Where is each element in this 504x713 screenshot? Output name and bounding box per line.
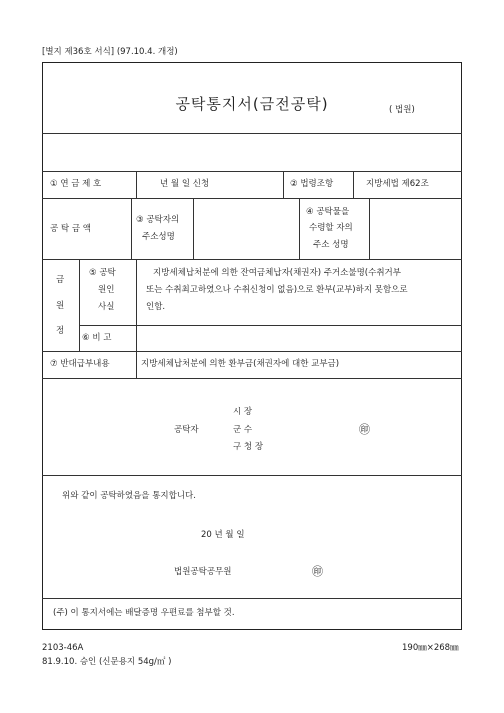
recipient-label-1: ④ 공탁물을 xyxy=(306,207,350,217)
form-header-note: [별지 제36호 서식] (97.10.4. 개정) xyxy=(42,47,178,57)
deposit-number-label: ① 연 금 제 호 xyxy=(50,179,102,189)
notice-date: 20 년 월 일 xyxy=(201,530,245,540)
vrule-r2-c xyxy=(299,198,300,259)
cause-text-line-1: 지방세체납처분에 의한 잔여금체납자(채권자) 주거소불명(수취거부 xyxy=(153,268,401,278)
cause-label-3: 사실 xyxy=(98,302,115,312)
law-article-value: 지방세법 제62조 xyxy=(366,179,429,189)
recipient-label-3: 주소 성명 xyxy=(313,240,349,250)
depositor-seal-mark: ㊞ xyxy=(359,423,370,436)
rule-row2-bottom xyxy=(42,259,462,260)
rule-row1-bottom xyxy=(42,198,462,199)
rule-row1-top xyxy=(42,171,462,172)
side-char-3: 정 xyxy=(56,326,65,336)
title-county-head: 군 수 xyxy=(233,425,253,435)
notice-text: 위와 같이 공탁하였음을 통지합니다. xyxy=(62,491,196,501)
cause-text-line-3: 인함. xyxy=(146,302,166,312)
cause-label-2: 원인 xyxy=(98,285,115,295)
counter-performance-label: ⑦ 반대급부내용 xyxy=(50,359,110,369)
document-title: 공탁통지서(금전공탁) xyxy=(175,95,329,113)
counter-performance-text: 지방세체납처분에 의한 환부금(채권자에 대한 교부금) xyxy=(141,359,340,369)
vrule-cause-b xyxy=(136,259,137,351)
side-char-1: 금 xyxy=(56,275,65,285)
form-code: 2103-46A xyxy=(42,643,84,653)
vrule-r2-a xyxy=(131,198,132,259)
official-seal-mark: ㊞ xyxy=(312,565,323,578)
cause-label-1: ⑤ 공탁 xyxy=(89,268,116,278)
footer-note: (주) 이 통지서에는 배달증명 우편료를 첨부할 것. xyxy=(53,608,235,618)
law-article-label: ② 법령조항 xyxy=(290,179,334,189)
approval-note: 81.9.10. 승인 (신문용지 54g/㎡ ) xyxy=(42,657,172,667)
vrule-r1-a xyxy=(136,171,137,198)
vrule-r1-c xyxy=(353,171,354,198)
title-mayor: 시 장 xyxy=(233,407,253,417)
rule-depositor-bottom xyxy=(42,475,462,476)
form-frame xyxy=(42,62,462,630)
remarks-label: ⑥ 비 고 xyxy=(82,333,112,343)
rule-title-bottom xyxy=(42,133,462,134)
vrule-r2-b xyxy=(193,198,194,259)
vrule-cause-a xyxy=(79,259,80,351)
vrule-counter xyxy=(136,351,137,378)
cause-text-line-2: 또는 수취최고하였으나 수취신청이 없음)으로 환부(교부)하지 못함으로 xyxy=(146,285,408,295)
recipient-label-2: 수령할 자의 xyxy=(309,223,353,233)
application-date: 년 월 일 신청 xyxy=(160,179,210,189)
title-district-head: 구 청 장 xyxy=(233,442,264,452)
court-name-field: ( 법원) xyxy=(389,105,415,115)
court-deposit-official: 법원공탁공무원 xyxy=(174,567,232,577)
rule-remarks-bottom xyxy=(42,351,462,352)
vrule-r1-b xyxy=(283,171,284,198)
side-char-2: 원 xyxy=(56,301,65,311)
rule-counter-bottom xyxy=(42,378,462,379)
vrule-r2-d xyxy=(369,198,370,259)
paper-size: 190㎜×268㎜ xyxy=(402,643,459,653)
depositor-address-label-1: ③ 공탁자의 xyxy=(136,215,180,225)
depositor-address-label-2: 주소성명 xyxy=(142,232,175,242)
depositor-label: 공탁자 xyxy=(174,425,199,435)
rule-notice-bottom xyxy=(42,598,462,599)
deposit-amount-label: 공 탁 금 액 xyxy=(50,224,91,234)
